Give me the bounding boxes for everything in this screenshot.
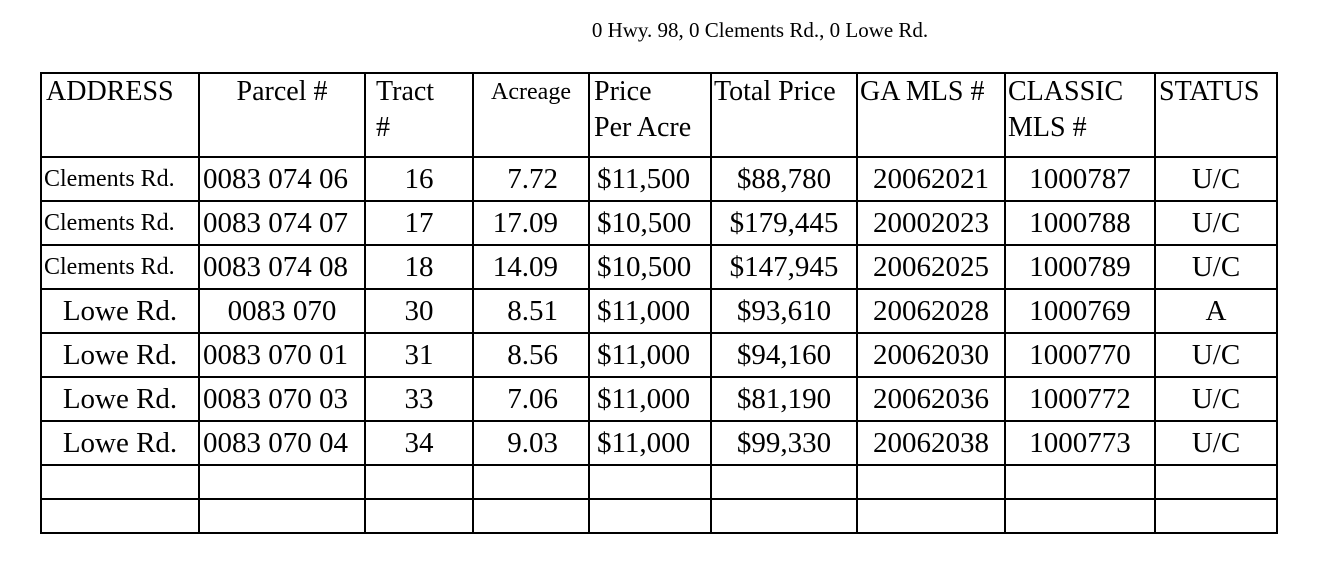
cell-status: U/C [1155,201,1277,245]
empty-cell [41,499,199,533]
empty-row [41,499,1277,533]
cell-acreage: 17.09 [473,201,589,245]
cell-tract: 33 [365,377,473,421]
cell-classic-mls: 1000787 [1005,157,1155,201]
cell-classic-mls: 1000770 [1005,333,1155,377]
cell-total-price: $179,445 [711,201,857,245]
cell-price-per-acre: $10,500 [589,245,711,289]
empty-cell [473,465,589,499]
cell-tract: 34 [365,421,473,465]
cell-acreage: 8.51 [473,289,589,333]
cell-parcel: 0083 074 07 [199,201,365,245]
empty-cell [41,465,199,499]
cell-total-price: $81,190 [711,377,857,421]
cell-parcel: 0083 074 06 [199,157,365,201]
cell-address: Lowe Rd. [41,377,199,421]
table-row [41,377,1277,421]
cell-tract: 18 [365,245,473,289]
empty-cell [1155,465,1277,499]
cell-ga-mls: 20062036 [857,377,1005,421]
cell-ga-mls: 20062021 [857,157,1005,201]
cell-tract: 31 [365,333,473,377]
table-row [41,157,1277,201]
header-classic-mls: CLASSIC MLS # [1005,73,1155,157]
cell-total-price: $99,330 [711,421,857,465]
cell-total-price: $93,610 [711,289,857,333]
header-parcel: Parcel # [199,73,365,157]
header-acreage: Acreage [473,73,589,157]
cell-address: Lowe Rd. [41,333,199,377]
empty-cell [857,465,1005,499]
cell-parcel: 0083 070 04 [199,421,365,465]
cell-address: Clements Rd. [41,201,199,245]
cell-parcel: 0083 070 03 [199,377,365,421]
cell-address: Clements Rd. [41,245,199,289]
cell-tract: 17 [365,201,473,245]
empty-cell [711,499,857,533]
empty-cell [365,465,473,499]
cell-parcel: 0083 070 [199,289,365,333]
table-row [41,421,1277,465]
empty-cell [589,465,711,499]
cell-status: U/C [1155,377,1277,421]
cell-address: Lowe Rd. [41,289,199,333]
cell-ga-mls: 20062038 [857,421,1005,465]
table-row [41,201,1277,245]
cell-status: U/C [1155,333,1277,377]
empty-cell [473,499,589,533]
empty-row [41,465,1277,499]
cell-status: A [1155,289,1277,333]
cell-status: U/C [1155,245,1277,289]
table-row [41,333,1277,377]
empty-cell [857,499,1005,533]
cell-parcel: 0083 070 01 [199,333,365,377]
cell-ga-mls: 20062028 [857,289,1005,333]
cell-acreage: 7.72 [473,157,589,201]
cell-ga-mls: 20002023 [857,201,1005,245]
empty-cell [1005,499,1155,533]
cell-acreage: 8.56 [473,333,589,377]
cell-price-per-acre: $11,000 [589,377,711,421]
table-header-row [41,73,1277,157]
cell-acreage: 9.03 [473,421,589,465]
header-ga-mls: GA MLS # [857,73,1005,157]
cell-tract: 16 [365,157,473,201]
empty-cell [199,499,365,533]
cell-price-per-acre: $11,000 [589,289,711,333]
empty-cell [365,499,473,533]
cell-classic-mls: 1000789 [1005,245,1155,289]
cell-price-per-acre: $11,500 [589,157,711,201]
table-row [41,289,1277,333]
cell-total-price: $88,780 [711,157,857,201]
cell-address: Lowe Rd. [41,421,199,465]
cell-classic-mls: 1000773 [1005,421,1155,465]
header-tract: Tract # [365,73,473,157]
header-status: STATUS [1155,73,1277,157]
document-title: 0 Hwy. 98, 0 Clements Rd., 0 Lowe Rd. [591,18,929,42]
table-row [41,245,1277,289]
empty-cell [589,499,711,533]
cell-classic-mls: 1000769 [1005,289,1155,333]
cell-classic-mls: 1000772 [1005,377,1155,421]
cell-parcel: 0083 074 08 [199,245,365,289]
cell-price-per-acre: $11,000 [589,333,711,377]
cell-ga-mls: 20062030 [857,333,1005,377]
property-listing-table [40,72,1278,534]
cell-price-per-acre: $11,000 [589,421,711,465]
cell-acreage: 14.09 [473,245,589,289]
cell-address: Clements Rd. [41,157,199,201]
empty-cell [711,465,857,499]
cell-price-per-acre: $10,500 [589,201,711,245]
cell-ga-mls: 20062025 [857,245,1005,289]
cell-total-price: $147,945 [711,245,857,289]
header-total-price: Total Price [711,73,857,157]
empty-cell [1155,499,1277,533]
empty-cell [1005,465,1155,499]
cell-classic-mls: 1000788 [1005,201,1155,245]
cell-tract: 30 [365,289,473,333]
cell-acreage: 7.06 [473,377,589,421]
cell-total-price: $94,160 [711,333,857,377]
header-price-per-acre: Price Per Acre [589,73,711,157]
header-address: ADDRESS [41,73,199,157]
empty-cell [199,465,365,499]
cell-status: U/C [1155,421,1277,465]
cell-status: U/C [1155,157,1277,201]
